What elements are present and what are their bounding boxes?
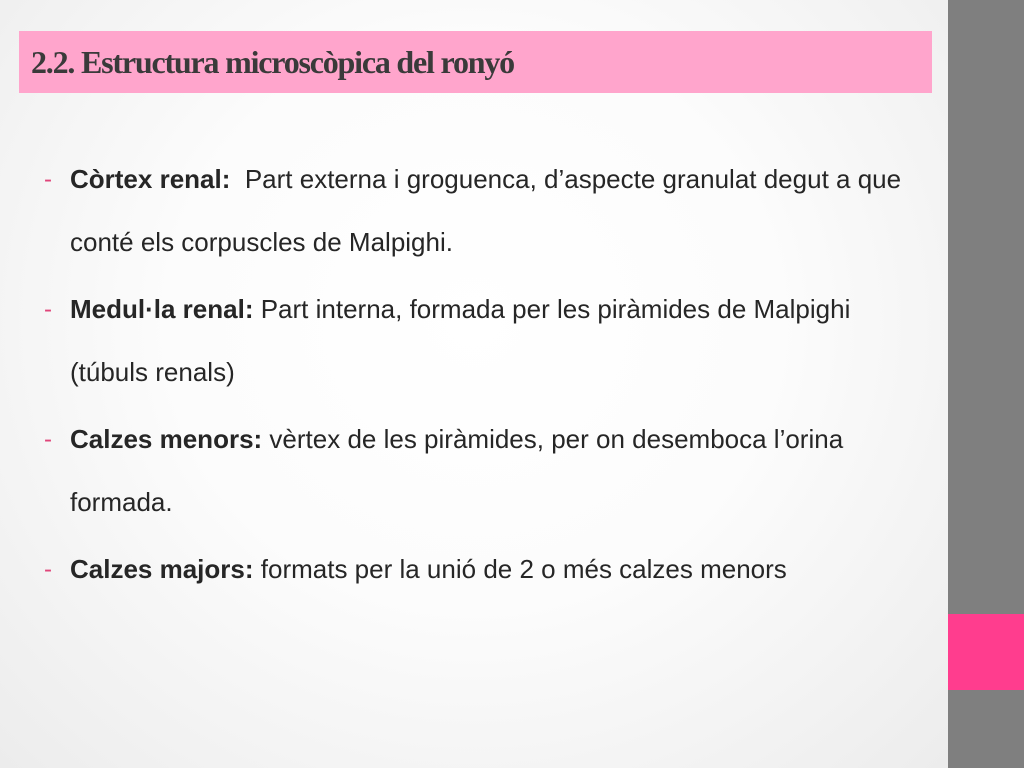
bullet-item-cortex-renal xyxy=(44,148,924,274)
side-accent-decoration xyxy=(948,614,1024,690)
bullet-marker: - xyxy=(44,296,52,323)
bullet-marker: - xyxy=(44,426,52,453)
slide-title: 2.2. Estructura microscòpica del ronyó xyxy=(31,43,514,80)
bullet-list xyxy=(44,148,924,605)
title-banner xyxy=(19,31,932,93)
bullet-marker: - xyxy=(44,166,52,193)
bullet-term: Calzes menors: xyxy=(70,424,263,454)
bullet-item-medulla-renal xyxy=(44,278,924,404)
bullet-description: Part interna, formada per les piràmides de Malpighi (túbuls renals) xyxy=(70,294,851,387)
bullet-term: Calzes majors: xyxy=(70,554,254,584)
bullet-description: formats per la unió de 2 o més calzes menors xyxy=(260,554,787,584)
bullet-marker: - xyxy=(44,556,52,583)
bullet-term: Còrtex renal: xyxy=(70,164,231,194)
bullet-description: Part externa i groguenca, d’aspecte granulat degut a que conté els corpuscles de Malpighi. xyxy=(70,164,902,257)
bullet-item-calzes-majors xyxy=(44,538,924,601)
bullet-description: vèrtex de les piràmides, per on desemboca l’orina formada. xyxy=(70,424,844,517)
bullet-term: Medul·la renal: xyxy=(70,294,254,324)
bullet-item-calzes-menors xyxy=(44,408,924,534)
